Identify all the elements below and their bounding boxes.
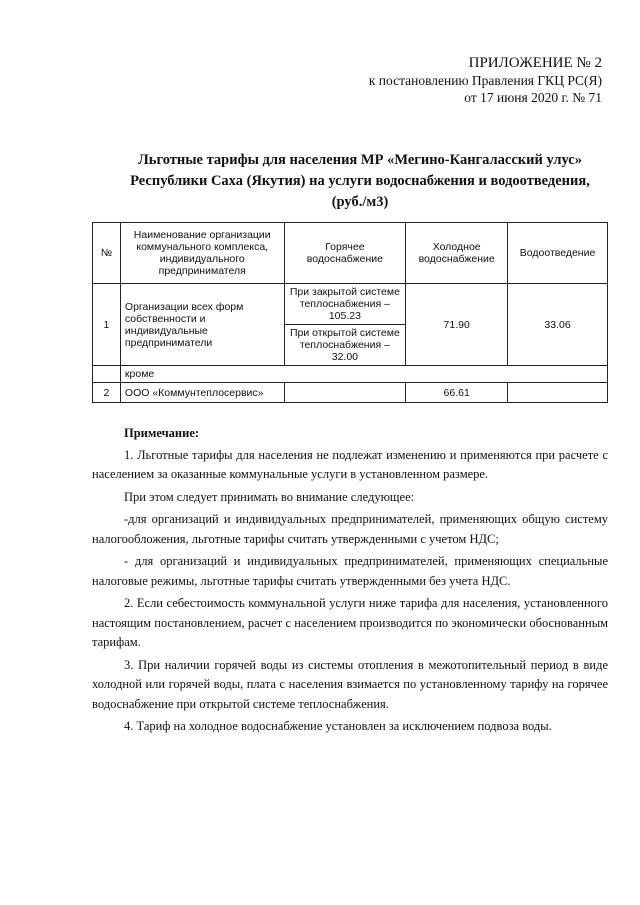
appendix-number: ПРИЛОЖЕНИЕ № 2	[468, 55, 602, 71]
notes-section	[92, 424, 608, 740]
note-2: 2. Если себестоимость коммунальной услуги ниже тарифа для населения, установленного настоящим постановлением, расчет с населением производится по экономически обоснованным тарифам.	[92, 596, 608, 649]
note-1-special-tax: - для организаций и индивидуальных предпринимателей, применяющих специальные налоговые режимы, льготные тарифы считать утвержденными без учета НДС.	[92, 554, 608, 588]
row1-hot-closed: При закрытой системе теплоснабжения – 105.23	[284, 284, 406, 325]
row1-cold-water: 71.90	[406, 284, 508, 366]
header-cold-water: Холодное водоснабжение	[406, 223, 508, 284]
note-4: 4. Тариф на холодное водоснабжение установлен за исключением подвоза воды.	[124, 719, 552, 733]
row1-organization: Организации всех форм собственности и индивидуальные предприниматели	[120, 284, 284, 366]
header-hot-water: Горячее водоснабжение	[284, 223, 406, 284]
appendix-reference: к постановлению Правления ГКЦ РС(Я)	[368, 73, 602, 88]
except-label: кроме	[120, 366, 607, 383]
note-1: 1. Льготные тарифы для населения не подлежат изменению и применяются при расчете с населением за оказанные коммунальные услуги в установленном размере.	[92, 447, 608, 481]
row2-cold-water: 66.61	[406, 383, 508, 403]
except-blank	[93, 366, 121, 383]
note-1-intro: При этом следует принимать во внимание следующее:	[124, 489, 415, 504]
table-row	[93, 366, 608, 383]
row2-number: 2	[93, 383, 121, 403]
table-row	[93, 383, 608, 403]
header-sewerage: Водоотведение	[508, 223, 608, 284]
appendix-date: от 17 июня 2020 г. № 71	[464, 90, 602, 105]
document-title	[110, 150, 610, 213]
notes-heading: Примечание:	[124, 426, 200, 440]
header-number: №	[93, 223, 121, 284]
header-organization: Наименование организации коммунального комплекса, индивидуального предпринимателя	[120, 223, 284, 284]
row1-hot-open: При открытой системе теплоснабжения – 32.00	[284, 325, 406, 366]
appendix-header	[369, 55, 602, 106]
note-3: 3. При наличии горячей воды из системы отопления в межотопительный период в виде холодной или горячей воды, плата с населения взимается по установленному тарифу на горячее водоснабжение при открытой системе теплоснабжения.	[92, 657, 608, 711]
note-1-general-tax: -для организаций и индивидуальных предпринимателей, применяющих общую систему налогообложения, льготные тарифы считать утвержденными с учетом НДС;	[92, 512, 608, 546]
row2-hot-water	[284, 383, 406, 403]
row1-number: 1	[93, 284, 121, 366]
title-line-2: Республики Саха (Якутия) на услуги водоснабжения и водоотведения,	[130, 173, 590, 189]
title-line-1: Льготные тарифы для населения МР «Мегино-Кангаласский улус»	[138, 152, 582, 168]
tariff-table	[92, 222, 608, 403]
row2-sewerage	[508, 383, 608, 403]
table-row	[93, 284, 608, 325]
row2-organization: ООО «Коммунтеплосервис»	[120, 383, 284, 403]
row1-sewerage: 33.06	[508, 284, 608, 366]
table-header-row	[93, 223, 608, 284]
title-units: (руб./м3)	[331, 194, 389, 210]
